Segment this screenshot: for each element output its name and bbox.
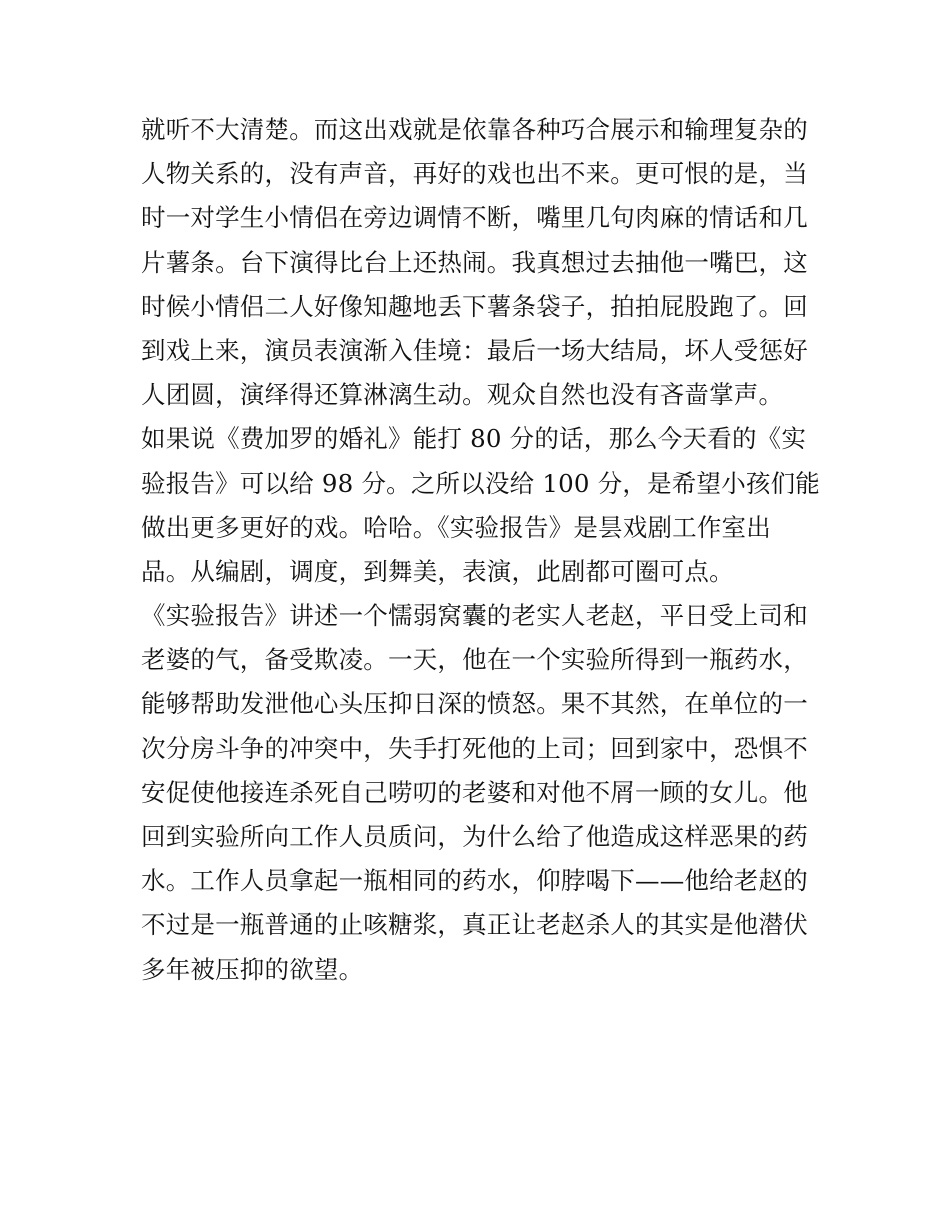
text-line: 《实验报告》讲述一个懦弱窝囊的老实人老赵，平日受上司和	[141, 601, 808, 631]
text-line: 就听不大清楚。而这出戏就是依靠各种巧合展示和输理复杂的	[141, 115, 808, 144]
text-line: 回到实验所向工作人员质问，为什么给了他造成这样恶果的药	[141, 822, 808, 851]
text-line: 时一对学生小情侣在旁边调情不断，嘴里几句肉麻的情话和几	[141, 203, 808, 233]
text-line: 如果说《费加罗的婚礼》能打 80 分的话，那么今天看的《实	[141, 424, 807, 454]
text-line: 水。工作人员拿起一瓶相同的药水，仰脖喝下——他给老赵的	[141, 866, 808, 896]
text-line: 时候小情侣二人好像知趣地丢下薯条袋子，拍拍屁股跑了。回	[141, 291, 808, 321]
text-line: 做出更多更好的戏。哈哈。《实验报告》是昙戏剧工作室出	[141, 512, 771, 542]
text-line: 片薯条。台下演得比台上还热闹。我真想过去抽他一嘴巴，这	[141, 247, 808, 277]
text-line: 不过是一瓶普通的止咳糖浆，真正让老赵杀人的其实是他潜伏	[141, 910, 808, 940]
text-line: 人物关系的，没有声音，再好的戏也出不来。更可恨的是，当	[141, 159, 808, 189]
text-line: 安促使他接连杀死自己唠叨的老婆和对他不屑一顾的女儿。他	[141, 777, 808, 807]
text-line: 验报告》可以给 98 分。之所以没给 100 分，是希望小孩们能	[141, 468, 820, 498]
text-line: 老婆的气，备受欺凌。一天，他在一个实验所得到一瓶药水，	[141, 645, 808, 675]
text-line: 人团圆，演绎得还算淋漓生动。观众自然也没有吝啬掌声。	[141, 380, 784, 410]
body-text	[141, 108, 821, 992]
text-line: 到戏上来，演员表演渐入佳境：最后一场大结局，坏人受惩好	[141, 335, 808, 365]
text-line: 品。从编剧，调度，到舞美，表演，此剧都可圈可点。	[141, 556, 734, 586]
text-line: 多年被压抑的欲望。	[141, 954, 364, 984]
text-line: 次分房斗争的冲突中，失手打死他的上司；回到家中，恐惧不	[141, 733, 808, 763]
text-line: 能够帮助发泄他心头压抑日深的愤怒。果不其然，在单位的一	[141, 689, 808, 719]
